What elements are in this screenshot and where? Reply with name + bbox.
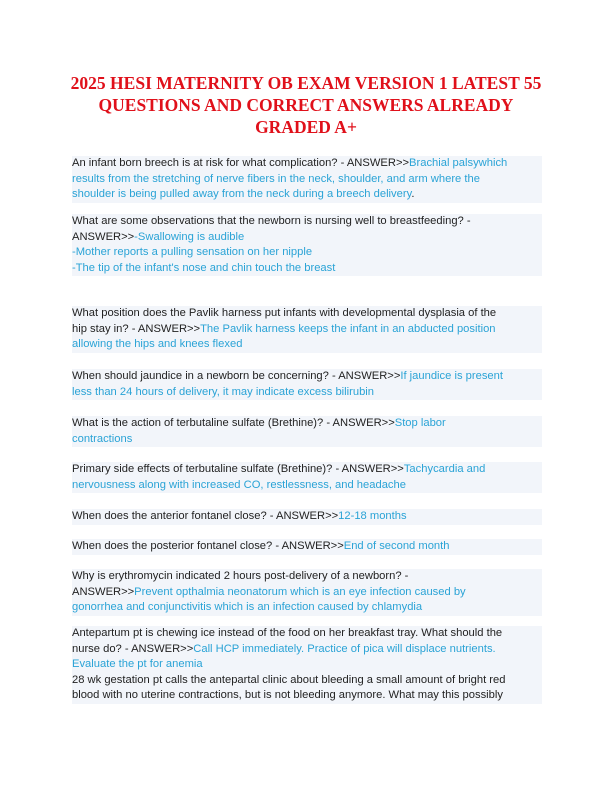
qa-line	[72, 369, 542, 385]
question-text: An infant born breech is at risk for what complication? - ANSWER>>	[72, 157, 410, 169]
answer-text: allowing the hips and knees flexed	[72, 337, 542, 353]
answer-text: -The tip of the infant's nose and chin touch the breast	[72, 261, 542, 277]
qa-line	[72, 642, 542, 658]
question-text: When does the posterior fontanel close? - ANSWER>>	[72, 540, 344, 552]
qa-line	[72, 416, 542, 432]
answer-text: The Pavlik harness keeps the infant in an abducted position	[200, 322, 496, 335]
question-text: What is the action of terbutaline sulfate (Brethine)? - ANSWER>>	[72, 417, 395, 429]
answer-text: -Mother reports a pulling sensation on her nipple	[72, 245, 542, 261]
question-text: What are some observations that the newborn is nursing well to breastfeeding? -	[72, 214, 542, 230]
answer-text: Brachial palsywhich	[409, 157, 508, 169]
answer-text: End of second month	[343, 540, 450, 552]
question-text: nurse do? - ANSWER>>	[72, 642, 194, 655]
question-text: ANSWER>>	[72, 230, 135, 243]
question-text: When does the anterior fontanel close? - ANSWER>>	[72, 510, 339, 522]
answer-text: Call HCP immediately. Practice of pica will displace nutrients.	[193, 642, 496, 655]
answer-text: contractions	[72, 432, 542, 448]
qa-block	[72, 214, 542, 276]
question-text: 28 wk gestation pt calls the antepartal clinic about bleeding a small amount of bright red	[72, 673, 542, 689]
question-text: hip stay in? - ANSWER>>	[72, 322, 201, 335]
title-line: 2025 HESI MATERNITY OB EXAM VERSION 1 LATEST 55	[70, 73, 542, 93]
qa-block	[72, 462, 542, 493]
qa-block	[72, 306, 542, 353]
question-text: Why is erythromycin indicated 2 hours post-delivery of a newborn? -	[72, 569, 542, 585]
answer-text: nervousness along with increased CO, restlessness, and headache	[72, 478, 542, 494]
qa-line	[72, 322, 542, 338]
qa-line	[72, 230, 542, 246]
answer-text: Evaluate the pt for anemia	[72, 657, 542, 673]
qa-line	[72, 509, 542, 525]
qa-line	[72, 585, 542, 601]
answer-text: -Swallowing is audible	[134, 230, 245, 243]
answer-text: less than 24 hours of delivery, it may indicate excess bilirubin	[72, 385, 542, 401]
answer-text: gonorrhea and conjunctivitis which is an infection caused by chlamydia	[72, 600, 542, 616]
answer-text: 12-18 months	[338, 510, 407, 522]
qa-block	[72, 156, 542, 203]
qa-block	[72, 509, 542, 525]
answer-text: Tachycardia and	[403, 463, 486, 475]
qa-block	[72, 569, 542, 616]
title-line: QUESTIONS AND CORRECT ANSWERS ALREADY	[98, 95, 514, 115]
question-text: Primary side effects of terbutaline sulfate (Brethine)? - ANSWER>>	[72, 463, 404, 475]
qa-line	[72, 156, 542, 172]
answer-text: results from the stretching of nerve fibers in the neck, shoulder, and arm where the	[72, 172, 542, 188]
qa-line	[72, 462, 542, 478]
answer-text: Prevent opthalmia neonatorum which is an eye infection caused by	[134, 585, 466, 598]
question-text: ANSWER>>	[72, 585, 135, 598]
qa-block	[72, 369, 542, 400]
question-text: What position does the Pavlik harness put infants with developmental dysplasia of the	[72, 306, 542, 322]
document-title	[40, 72, 572, 138]
qa-block	[72, 626, 542, 704]
question-text: blood with no uterine contractions, but is not bleeding anymore. What may this possibly	[72, 688, 542, 704]
answer-text: Stop labor	[394, 417, 446, 429]
title-line: GRADED A+	[255, 117, 357, 137]
qa-line	[72, 187, 542, 203]
qa-block	[72, 539, 542, 555]
question-text: When should jaundice in a newborn be concerning? - ANSWER>>	[72, 370, 401, 382]
qa-line	[72, 539, 542, 555]
qa-block	[72, 416, 542, 447]
question-text: Antepartum pt is chewing ice instead of the food on her breakfast tray. What should the	[72, 626, 542, 642]
punctuation: .	[411, 188, 415, 200]
answer-text: If jaundice is present	[400, 370, 503, 382]
answer-text: shoulder is being pulled away from the neck during a breech delivery	[72, 188, 412, 200]
